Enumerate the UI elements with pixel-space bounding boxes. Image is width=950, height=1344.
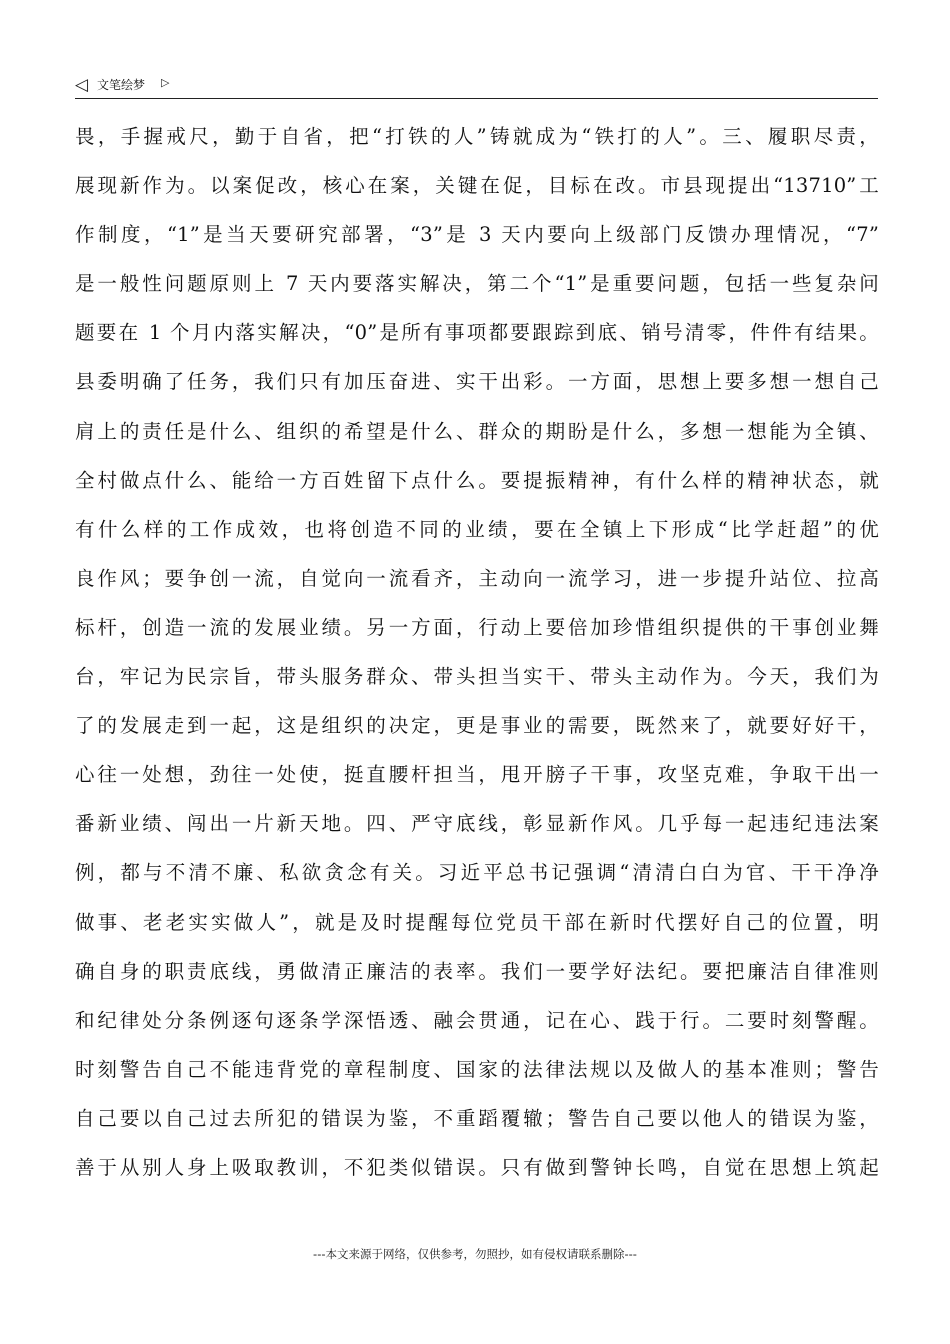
page-header [75,74,878,99]
body-line: 心往一处想，劲往一处使，挺直腰杆担当，甩开膀子干事，攻坚克难，争取干出一 [75,763,879,787]
body-line: 确自身的职责底线，勇做清正廉洁的表率。我们一要学好法纪。要把廉洁自律准则 [75,959,879,983]
body-line: 是一般性问题原则上 7 天内要落实解决，第二个“1”是重要问题，包括一些复杂问 [75,272,879,296]
body-line: 例，都与不清不廉、私欲贪念有关。习近平总书记强调“清清白白为官、干干净净 [75,861,879,885]
body-line: 良作风；要争创一流，自觉向一流看齐，主动向一流学习，进一步提升站位、拉高 [75,566,879,590]
body-line: 做事、老老实实做人”，就是及时提醒每位党员干部在新时代摆好自己的位置，明 [75,910,879,934]
body-line: 番新业绩、闯出一片新天地。四、严守底线，彰显新作风。几乎每一起违纪违法案 [75,812,879,836]
footer-notice: ---本文来源于网络，仅供参考，勿照抄，如有侵权请联系删除--- [313,1247,637,1261]
body-line: 县委明确了任务，我们只有加压奋进、实干出彩。一方面，思想上要多想一想自己 [75,370,879,394]
triangle-right-icon: ▷ [161,76,170,89]
body-line: 畏，手握戒尺，勤于自省，把“打铁的人”铸就成为“铁打的人”。三、履职尽责， [75,125,879,148]
body-line: 标杆，创造一流的发展业绩。另一方面，行动上要倍加珍惜组织提供的干事创业舞 [75,615,879,639]
body-line: 台，牢记为民宗旨，带头服务群众、带头担当实干、带头主动作为。今天，我们为 [75,665,879,689]
body-line: 肩上的责任是什么、组织的希望是什么、群众的期盼是什么，多想一想能为全镇、 [75,419,879,443]
triangle-left-icon: ◁ [75,75,89,95]
body-line: 作制度，“1”是当天要研究部署，“3”是 3 天内要向上级部门反馈办理情况，“7” [75,223,879,247]
body-line: 时刻警告自己不能违背党的章程制度、国家的法律法规以及做人的基本准则；警告 [75,1057,879,1081]
body-line: 了的发展走到一起，这是组织的决定，更是事业的需要，既然来了，就要好好干， [75,714,879,738]
header-title: 文笔绘梦 [97,78,146,92]
body-line: 善于从别人身上吸取教训，不犯类似错误。只有做到警钟长鸣，自觉在思想上筑起 [75,1155,879,1179]
body-line: 展现新作为。以案促改，核心在案，关键在促，目标在改。市县现提出“13710”工 [75,174,879,198]
body-line: 自己要以自己过去所犯的错误为鉴，不重蹈覆辙；警告自己要以他人的错误为鉴， [75,1106,879,1130]
body-line: 题要在 1 个月内落实解决，“0”是所有事项都要跟踪到底、销号清零，件件有结果。 [75,321,879,345]
body-line: 有什么样的工作成效，也将创造不同的业绩，要在全镇上下形成“比学赶超”的优 [75,517,879,541]
body-line: 全村做点什么、能给一方百姓留下点什么。要提振精神，有什么样的精神状态，就 [75,468,879,492]
body-line: 和纪律处分条例逐句逐条学深悟透、融会贯通，记在心、践于行。二要时刻警醒。 [75,1008,879,1032]
document-body [75,112,879,1192]
